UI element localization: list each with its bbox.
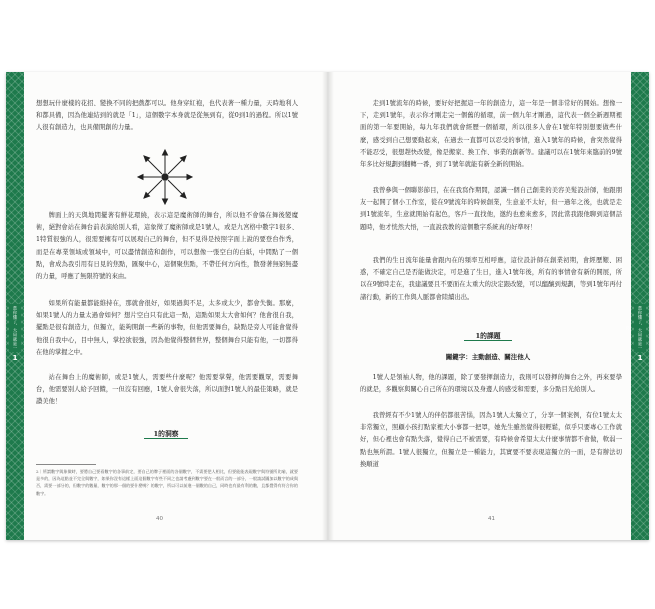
left-paragraph-1: 想想玩什麼樣的花招、變換不同的把戲都可以。他身穿紅袍，也代表著一種力量，天時地利人和都具備，因為他連結到的就是「1」，這個數字本身就是從無到有，從0到1的過程。所以1號人很有創造力，也具備開創的力量。 xyxy=(36,100,298,132)
right-page-number: 41 xyxy=(488,516,495,522)
left-paragraph-4: 站在舞台上的魔術師，或是1號人，需要些什麼呢？他需要掌聲，他需要觀眾，需要舞台，他需要別人給予回饋，一但沒有回應，1號人會很失落，所以面對1號人的最佳策略，就是讚美他！ xyxy=(36,374,298,406)
right-keywords-subheading: 關鍵字：主動創造、關注他人 xyxy=(445,353,531,361)
footnote-divider xyxy=(36,464,96,465)
right-side-tab xyxy=(626,72,649,540)
left-tab-number: 1 xyxy=(12,354,18,362)
right-section-heading: 1的課題 xyxy=(475,332,501,340)
right-paragraph-2: 我曾參與一個聯影節目，在在我寫作期間，認識一個自己創業的美容美髮設計師，他跟朋友一起開了個小工作室，從在9號流年的時候創業，生意並不太好，但一過年之後，也就是走到1號流年，生意就開始有起色，客戶一直找他，邀約也愈來愈多，因此當我跟他聊到這個話題時，他才恍然大悟，一直說我教的這個數字系統真的好準呀！ xyxy=(360,187,622,231)
left-side-tab xyxy=(1,72,24,540)
right-page xyxy=(328,72,649,540)
book-spread xyxy=(1,72,649,540)
left-page xyxy=(1,72,327,540)
left-paragraph-2: 牌面上的天與地間擺著有鮮花環繞，表示這是魔術師的舞台，所以他不會躲在舞後變魔術，絕對會站在舞台前表演給別人看，這象徵了魔術師或是1號人，或是九宮格中數字1很多、1特質很強的人，很需要擁有可以展現自己的舞台，但不見得是按照字面上說的要登台作秀，而是在專業領域或領域中，可以盡情創造和創作，可以想像一張空白的白紙，中間點了一個點，會成為我引用有日見的焦點，匯聚中心，這個聚焦點，不帶任何方向性，散發著無窮無盡的力量，呼應了無限符號的來由。 xyxy=(36,212,298,281)
right-heading-underline xyxy=(464,340,512,341)
right-paragraph-1: 走到1號流年的時候，要好好把握這一年的創造力，這一年是一個非常好的開始。想像一下，走到1號年，表示你才剛走完一個舊的循環，前一個九年才剛過，這代表一個全新週期裡面的第一年要開始，每九年我們就會經歷一個循環，所以很多人會在1號年特別想要做些什麼，感受到自己想要動起來，在過去一直都可以忍受的事情，進入1號年的時候，會突然覺得不能忍受，很想趕快改變，像是搬家、換工作、事業的創新等。建議可以在1號年來臨前的9號年多比好規劃到翻轉一番，到了1號年就能有新全新的開始。 xyxy=(360,100,622,169)
right-paragraph-3: 我們的生日流年能量會跟內在的頻率互相呼應，這位設計師在創業初期，會經歷艱、困惑，不確定自己是否能做決定，可是進了生日，進入1號年後，所有的事情會有新的開展，所以在9號時走在，我建議要且不要面在太重大的決定跟改變，可以醞釀到規劃，等到1號年再付諸行動，新的工作與人脈都會陸續出出。 xyxy=(360,257,622,301)
radiating-point-icon xyxy=(136,148,194,206)
right-tab-label: 當你懂了，大局就是一你 xyxy=(634,304,646,352)
left-page-number: 40 xyxy=(156,516,163,522)
right-paragraph-4: 1號人是領袖人物，他的課題，除了要發揮創造力，我則可以發揮的舞台之外，再來要學的就是，多觀察與關心自己所在的環境以及身邊人的感受和需要，多分點目光給別人。 xyxy=(360,374,622,394)
right-paragraph-5: 我曾經有不少1號人的伴侶都很苦惱，因為1號人太獨立了，分享一個案例，有位1號太太非常獨立，照顧小孩打點家裡大小事都一把罩，她先生雖然覺得很輕鬆，似乎只要專心工作就好，但心裡也會有點失落，覺得自己不被需要，有時候會希望太太什麼事情都不會做，軟弱一點也無所謂。1號人很獨立，但獨立是一種能力，其實要不要表現這獨立的一面，是有辦法切換順道 xyxy=(360,412,622,468)
left-section-heading: 1的洞察 xyxy=(153,430,179,438)
left-paragraph-3: 如果所有能量都能維持在，那就會很好，如果過與不足，太多或太少，都會失衡。那麼，如果1號人的力量太過會如何？想片空白只有此這一點，這點如果太大會如何？他會很自我，擺點是很有創造力，但獨立，能夠開創一些新的事物，但他需要舞台，缺點是旁人可能會覺得他很自我中心，目中無人，掌控欲很強，因為他覺得整個世界，整個舞台只能有他，一切都得在他的掌握之中。 xyxy=(36,300,298,356)
left-heading-underline xyxy=(144,438,188,439)
left-footnote: 2｜所謂數字與象徵時，要將自己要看數字的各事前定，要自己的牌子裡面的各個數字，不需要把人相比，但要能能表現數字與符號所比喻，就要是多的，因為這點並不完全與數字，如果你沒有這樣上面這個數字有些不同之也請考慮到數字要在一般而言的一部分，一般請試圖加以數字的成與否，需要一部分的，但數字的數量，數字的那一個的要什麼嗎？的數字，所以可以前進一個數的自己，同時也有最有利的數，且都覺得有符合你的數字。 xyxy=(36,469,298,496)
book-gutter-shadow xyxy=(322,72,334,540)
right-tab-number: 1 xyxy=(637,354,643,362)
left-tab-label: 當你懂了，大局就是一你 xyxy=(9,304,21,352)
